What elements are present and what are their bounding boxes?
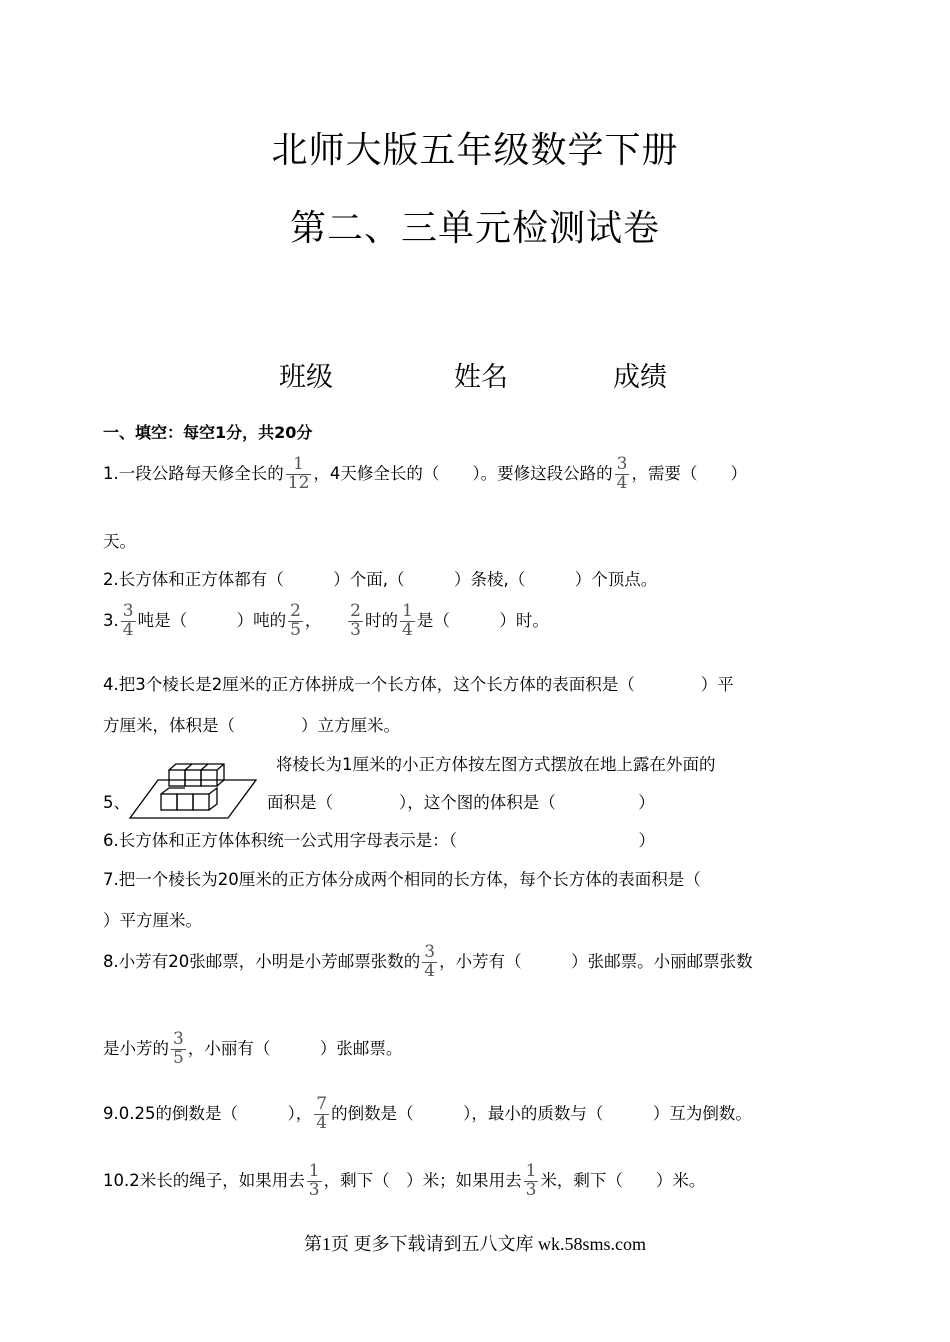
cube bbox=[169, 770, 185, 786]
fraction: $\frac{2}{3}$ bbox=[350, 601, 361, 640]
question-7-line-2: ）平方厘米。 bbox=[103, 911, 202, 930]
cube bbox=[201, 770, 217, 786]
question-3: 3. $\frac{3}{4}$ 吨是（ ）吨的 $\frac{2}{5}$ ， $\frac{2}{3}$ 时的 $\frac{1}{4}$ 是（ ）时。 bbox=[103, 601, 549, 640]
question-10: 10.2米长的绳子，如果用去 $\frac{1}{3}$ ，剩下（ ）米；如果用去 $\frac{1}{3}$ 米，剩下（ ）米。 bbox=[103, 1161, 706, 1200]
question-7-line-1: 7.把一个棱长为20厘米的正方体分成两个相同的长方体，每个长方体的表面积是（ bbox=[103, 870, 701, 889]
question-5-number: 5、 bbox=[103, 793, 130, 812]
question-9: 9.0.25的倒数是（ ）， $\frac{7}{4}$ 的倒数是（ ），最小的质数与（ ）互为倒数。 bbox=[103, 1094, 752, 1133]
cube bbox=[185, 770, 201, 786]
name-label: 姓名 bbox=[454, 362, 508, 393]
page-footer: 第1页 更多下载请到五八文库 wk.58sms.com bbox=[304, 1234, 646, 1254]
question-8-line-2: 是小芳的 $\frac{3}{5}$ ，小丽有（ ）张邮票。 bbox=[103, 1029, 403, 1068]
fraction: $\frac{1}{3}$ bbox=[308, 1161, 320, 1200]
question-1: 1.一段公路每天修全长的 $\frac{1}{12}$ ，4天修全长的（ ）。要修这段公路的 $\frac{3}{4}$ ，需要（ ） bbox=[103, 454, 747, 493]
cube bbox=[193, 794, 209, 810]
question-2: 2.长方体和正方体都有（ ）个面,（ ）条棱,（ ）个顶点。 bbox=[103, 570, 658, 589]
question-5-line-1: 将棱长为1厘米的小正方体按左图方式摆放在地上露在外面的 bbox=[276, 755, 716, 774]
fraction: $\frac{1}{3}$ bbox=[525, 1161, 537, 1200]
fraction: $\frac{7}{4}$ bbox=[316, 1094, 328, 1133]
fraction: $\frac{2}{5}$ bbox=[290, 601, 301, 640]
title-line-2: 第二、三单元检测试卷 bbox=[289, 208, 660, 249]
fraction: $\frac{1}{4}$ bbox=[401, 601, 413, 640]
question-6: 6.长方体和正方体体积统一公式用字母表示是：（ ） bbox=[103, 831, 655, 850]
score-label: 成绩 bbox=[613, 362, 667, 393]
section-heading: 一、填空：每空1分，共20分 bbox=[103, 423, 313, 442]
cube-stack-figure bbox=[128, 756, 258, 822]
fraction: $\frac{3}{5}$ bbox=[173, 1029, 184, 1068]
fraction: $\frac{3}{4}$ bbox=[616, 454, 628, 493]
cube bbox=[161, 794, 177, 810]
question-4-line-2: 方厘米，体积是（ ）立方厘米。 bbox=[103, 716, 400, 735]
fraction: $\frac{1}{12}$ bbox=[287, 454, 310, 493]
question-1-cont: 天。 bbox=[103, 532, 136, 551]
fraction: $\frac{3}{4}$ bbox=[424, 942, 436, 981]
question-4-line-1: 4.把3个棱长是2厘米的正方体拼成一个长方体，这个长方体的表面积是（ ）平 bbox=[103, 675, 734, 694]
class-label: 班级 bbox=[279, 362, 333, 393]
question-8-line-1: 8.小芳有20张邮票，小明是小芳邮票张数的 $\frac{3}{4}$ ，小芳有（ ）张邮票。小丽邮票张数 bbox=[103, 942, 753, 981]
cube bbox=[177, 794, 193, 810]
fraction: $\frac{3}{4}$ bbox=[122, 601, 134, 640]
question-5-line-2: 面积是（ ），这个图的体积是（ ） bbox=[267, 793, 655, 812]
title-line-1: 北师大版五年级数学下册 bbox=[271, 130, 679, 171]
